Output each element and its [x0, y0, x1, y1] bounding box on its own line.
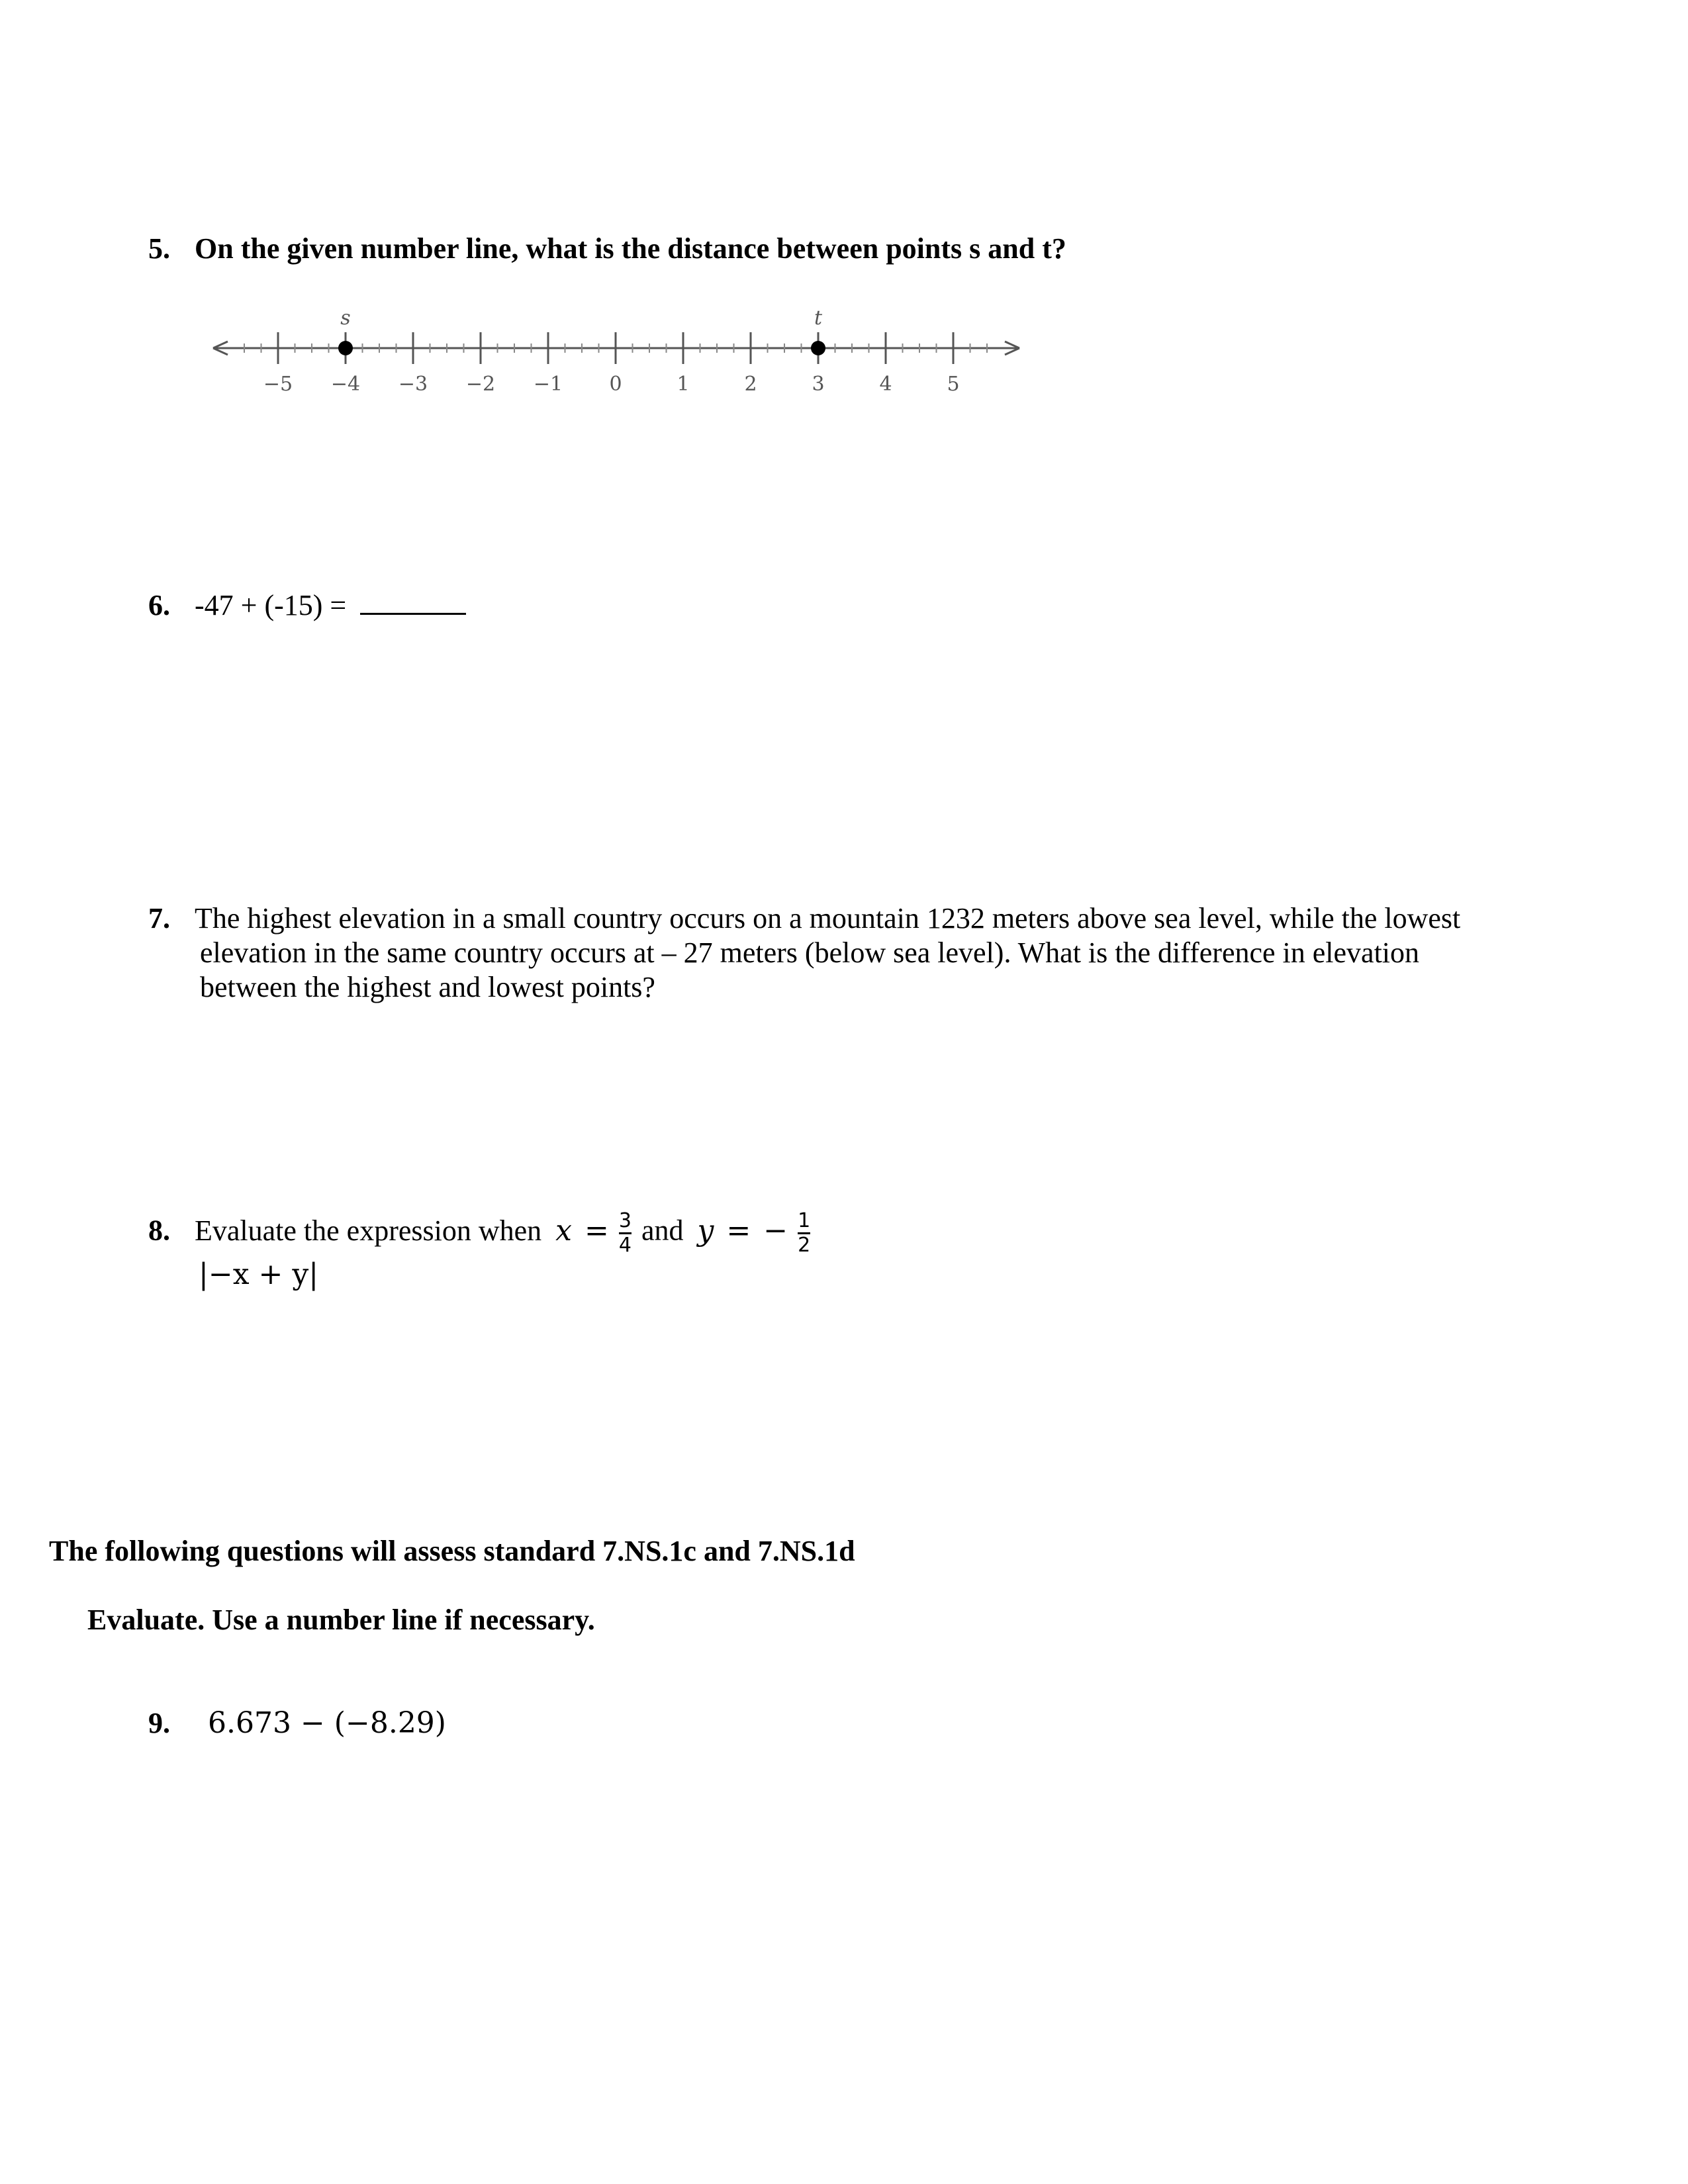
question-8-expression: |−x + y|	[199, 1257, 319, 1291]
answer-blank[interactable]	[360, 588, 466, 615]
question-7-number: 7.	[148, 902, 170, 934]
question-6-number: 6.	[148, 589, 170, 621]
tick-label: −3	[398, 373, 428, 396]
fraction-numerator: 1	[798, 1209, 811, 1232]
tick-label: 4	[879, 373, 892, 396]
question-7	[148, 901, 1460, 936]
fraction-denominator: 2	[798, 1234, 811, 1257]
tick-label: −4	[330, 373, 361, 396]
minus-sign: −	[763, 1213, 788, 1248]
question-8-text: Evaluate the expression when	[195, 1214, 542, 1247]
question-9	[148, 1706, 446, 1741]
tick-label: 5	[947, 373, 960, 396]
question-5-text: On the given number line, what is the distance between points s and t?	[195, 232, 1066, 265]
fraction-denominator: 4	[618, 1234, 632, 1257]
variable-y: y	[697, 1213, 714, 1248]
fraction-one-half	[798, 1211, 810, 1255]
tick-label: 3	[812, 373, 825, 396]
equals-sign: =	[584, 1213, 609, 1248]
point-t	[811, 341, 825, 355]
section-heading: The following questions will assess standard 7.NS.1c and 7.NS.1d	[49, 1535, 855, 1567]
question-9-expression: 6.673 − (−8.29)	[208, 1706, 446, 1740]
variable-x: x	[555, 1213, 572, 1248]
fraction-three-fourths	[619, 1211, 632, 1255]
equals-sign-2: =	[726, 1213, 751, 1248]
question-6-text: -47 + (-15) =	[195, 589, 347, 621]
tick-label: −2	[465, 373, 496, 396]
tick-label: −1	[533, 373, 563, 396]
point-s	[338, 341, 353, 355]
question-7-line-1: The highest elevation in a small country occurs on a mountain 1232 meters above sea level, while the lowest	[195, 902, 1461, 934]
question-5-number: 5.	[148, 232, 170, 265]
question-6	[148, 588, 466, 623]
section-instruction: Evaluate. Use a number line if necessary.	[87, 1604, 595, 1636]
question-7-line-2: elevation in the same country occurs at – 27 meters (below sea level). What is the difference in elevation	[200, 936, 1420, 969]
point-label-s: s	[340, 306, 351, 330]
tick-label: 1	[677, 373, 690, 396]
question-8	[148, 1211, 813, 1255]
number-line	[199, 291, 1046, 410]
question-8-number: 8.	[148, 1214, 170, 1247]
point-label-t: t	[814, 306, 823, 330]
question-7-line-3: between the highest and lowest points?	[200, 971, 655, 1003]
question-9-number: 9.	[148, 1707, 170, 1739]
tick-label: 2	[744, 373, 757, 396]
question-5	[148, 232, 1066, 266]
tick-label: 0	[609, 373, 622, 396]
fraction-numerator: 3	[618, 1209, 632, 1232]
and-word: and	[641, 1214, 684, 1247]
tick-label: −5	[263, 373, 293, 396]
